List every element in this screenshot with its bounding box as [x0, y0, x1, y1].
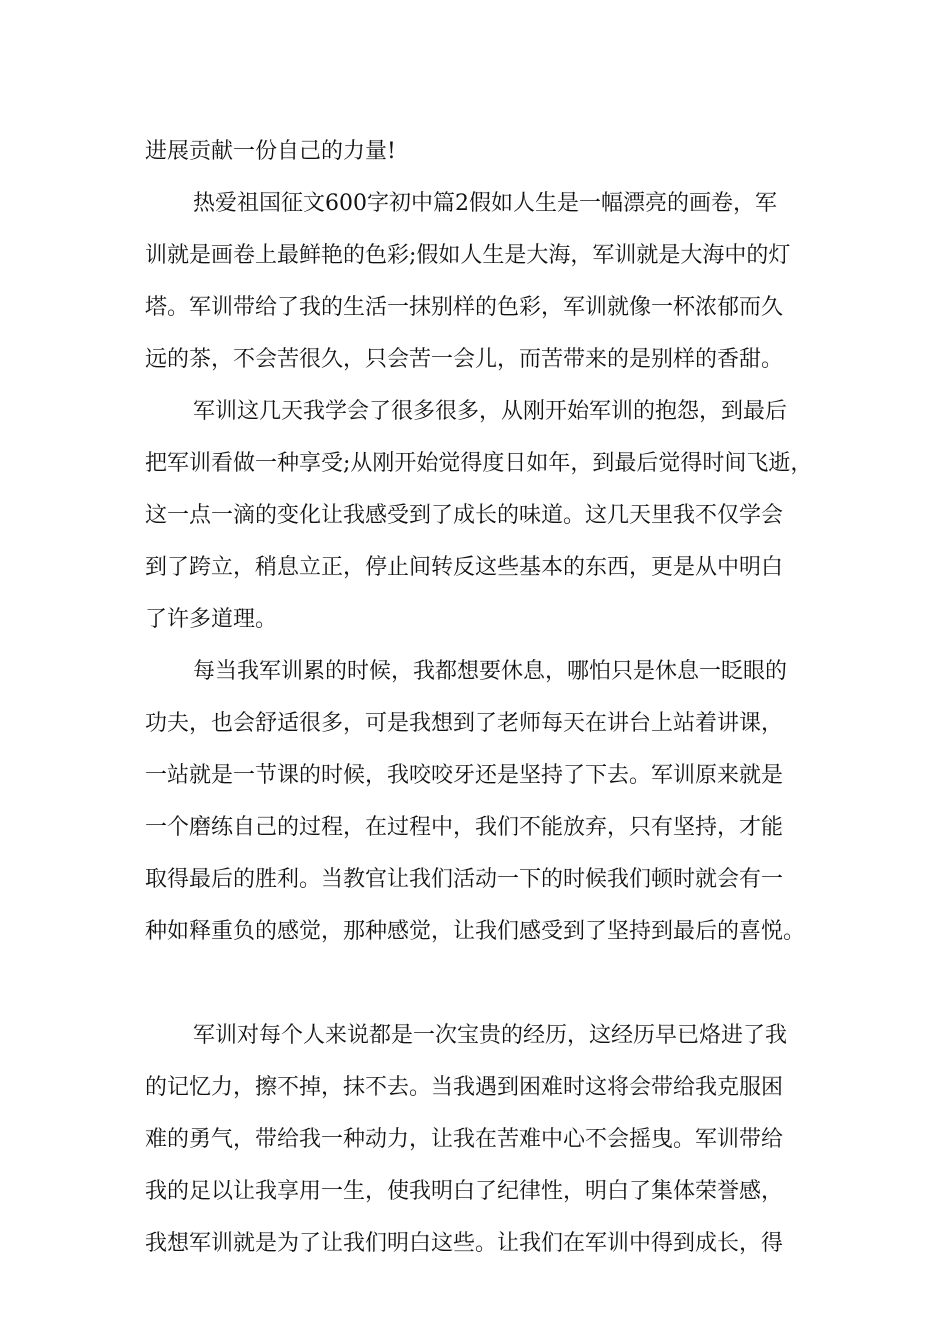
text-line: 一个磨练自己的过程，在过程中，我们不能放弃，只有坚持，才能: [145, 815, 784, 840]
text-line: 功夫，也会舒适很多，可是我想到了老师每天在讲台上站着讲课，: [145, 711, 784, 736]
text-line: 热爱祖国征文600字初中篇2假如人生是一幅漂亮的画卷，军: [193, 191, 777, 216]
text-line: 取得最后的胜利。当教官让我们活动一下的时候我们顿时就会有一: [145, 867, 784, 892]
text-line: 一站就是一节课的时候，我咬咬牙还是坚持了下去。军训原来就是: [145, 763, 784, 788]
text-line: 每当我军训累的时候，我都想要休息，哪怕只是休息一眨眼的: [193, 659, 788, 684]
text-line: 种如释重负的感觉，那种感觉，让我们感受到了坚持到最后的喜悦。: [145, 919, 806, 944]
text-line: 我想军训就是为了让我们明白这些。让我们在军训中得到成长，得: [145, 1231, 784, 1256]
text-line: 到了跨立，稍息立正，停止间转反这些基本的东西，更是从中明白: [145, 555, 784, 580]
text-line: 把军训看做一种享受;从刚开始觉得度日如年，到最后觉得时间飞逝，: [145, 451, 813, 476]
text-line: 训就是画卷上最鲜艳的色彩;假如人生是大海，军训就是大海中的灯: [145, 243, 791, 268]
paragraph-1: [145, 178, 815, 386]
text-line: 军训对每个人来说都是一次宝贵的经历，这经历早已烙进了我: [193, 1023, 788, 1048]
text-line: 军训这几天我学会了很多很多，从刚开始军训的抱怨，到最后: [193, 399, 788, 424]
text-line: 我的足以让我享用一生，使我明白了纪律性，明白了集体荣誉感，: [145, 1179, 784, 1204]
paragraph-3: [145, 646, 815, 958]
text-line: 这一点一滴的变化让我感受到了成长的味道。这几天里我不仅学会: [145, 503, 784, 528]
text-line: 塔。军训带给了我的生活一抹别样的色彩，军训就像一杯浓郁而久: [145, 295, 784, 320]
text-line: 难的勇气，带给我一种动力，让我在苦难中心不会摇曳。军训带给: [145, 1127, 784, 1152]
text-line: 进展贡献一份自己的力量!: [145, 139, 396, 164]
paragraph-gap: [145, 958, 815, 1010]
text-line: 远的茶，不会苦很久，只会苦一会儿，而苦带来的是别样的香甜。: [145, 347, 784, 372]
text-line: 了许多道理。: [145, 607, 278, 632]
text-line: 的记忆力，擦不掉，抹不去。当我遇到困难时这将会带给我克服困: [145, 1075, 784, 1100]
paragraph-4: [145, 1010, 815, 1270]
paragraph-0: [145, 126, 815, 178]
document-body: [145, 126, 815, 1270]
paragraph-2: [145, 386, 815, 646]
